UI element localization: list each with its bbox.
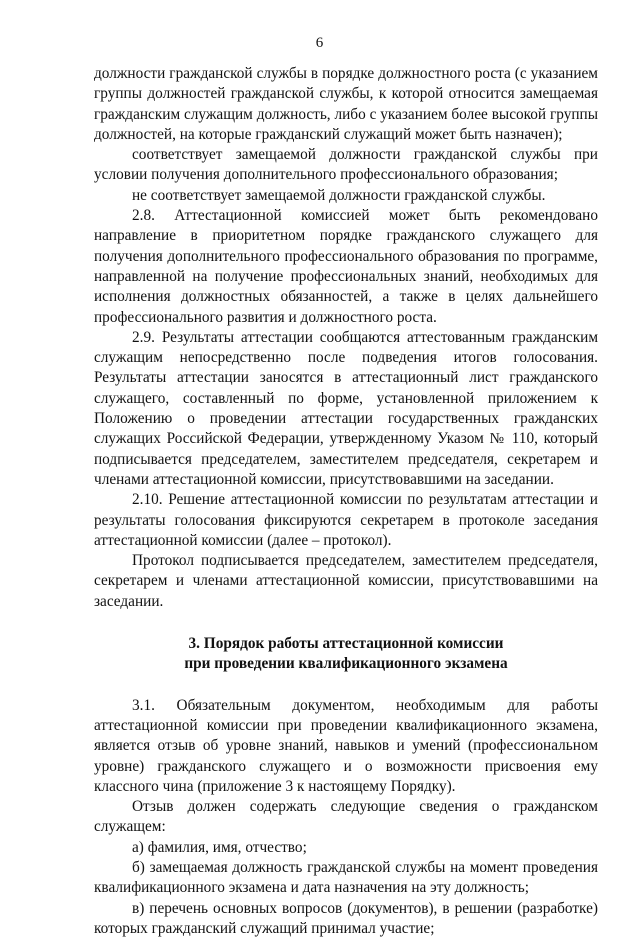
paragraph: соответствует замещаемой должности гражданской службы при условии получения дополнительного профессионального образования; — [94, 146, 598, 184]
paragraph: должности гражданской службы в порядке должностного роста (с указанием группы должностей гражданской службы, к которой относится замещаемая гражданским служащим должность, либо с указанием более высокой группы должностей, на которые гражданский служащий может быть назначен); — [94, 65, 598, 143]
section-heading-line: 3. Порядок работы аттестационной комиссии — [188, 635, 504, 653]
paragraph-3-1: 3.1. Обязательным документом, необходимым для работы аттестационной комиссии при проведении квалификационного экзамена, является отзыв об уровне знаний, навыков и умений (профессиональном уровне) гражданского служащего и о возможности присвоения ему классного чина (приложение 3 к настоящему Порядку). — [94, 696, 598, 795]
paragraph: Протокол подписывается председателем, заместителем председателя, секретарем и членами аттестационной комиссии, присутствовавшими на заседании. — [94, 552, 598, 610]
list-item: б) замещаемая должность гражданской службы на момент проведения квалификационного экзамена и дата назначения на эту должность; — [94, 858, 598, 897]
paragraph: Отзыв должен содержать следующие сведения о гражданском служащем: — [94, 798, 598, 836]
section-heading-line: при проведении квалификационного экзамена — [184, 655, 508, 673]
list-item: а) фамилия, имя, отчество; — [132, 838, 307, 856]
paragraph: не соответствует замещаемой должности гражданской службы. — [132, 186, 546, 204]
paragraph-2-8: 2.8. Аттестационной комиссией может быть рекомендовано направление в приоритетном порядке гражданского служащего для получения дополнительного профессионального образования по программе, направленной на получение профессиональных знаний, необходимых для исполнения должностных обязанностей, а также в целях дальнейшего профессионального развития и должностного роста. — [94, 207, 598, 326]
list-item: в) перечень основных вопросов (документов), в решении (разработке) которых гражданский служащий принимал участие; — [94, 899, 598, 937]
paragraph-2-10: 2.10. Решение аттестационной комиссии по результатам аттестации и результаты голосования фиксируются секретарем в протоколе заседания аттестационной комиссии (далее – протокол). — [94, 491, 598, 549]
paragraph-2-9: 2.9. Результаты аттестации сообщаются аттестованным гражданским служащим непосредственно после подведения итогов голосования. Результаты аттестации заносятся в аттестационный лист гражданского служащего, составленный по форме, установленной приложением к Положению о проведении аттестации государственных гражданских служащих Российской Федерации, утвержденному Указом № 110, который подписывается председателем, заместителем председателя, секретарем и членами аттестационной комиссии, присутствовавшими на заседании. — [94, 328, 598, 488]
page-number: 6 — [315, 35, 324, 51]
section-heading — [94, 634, 598, 675]
document-body — [94, 64, 598, 939]
